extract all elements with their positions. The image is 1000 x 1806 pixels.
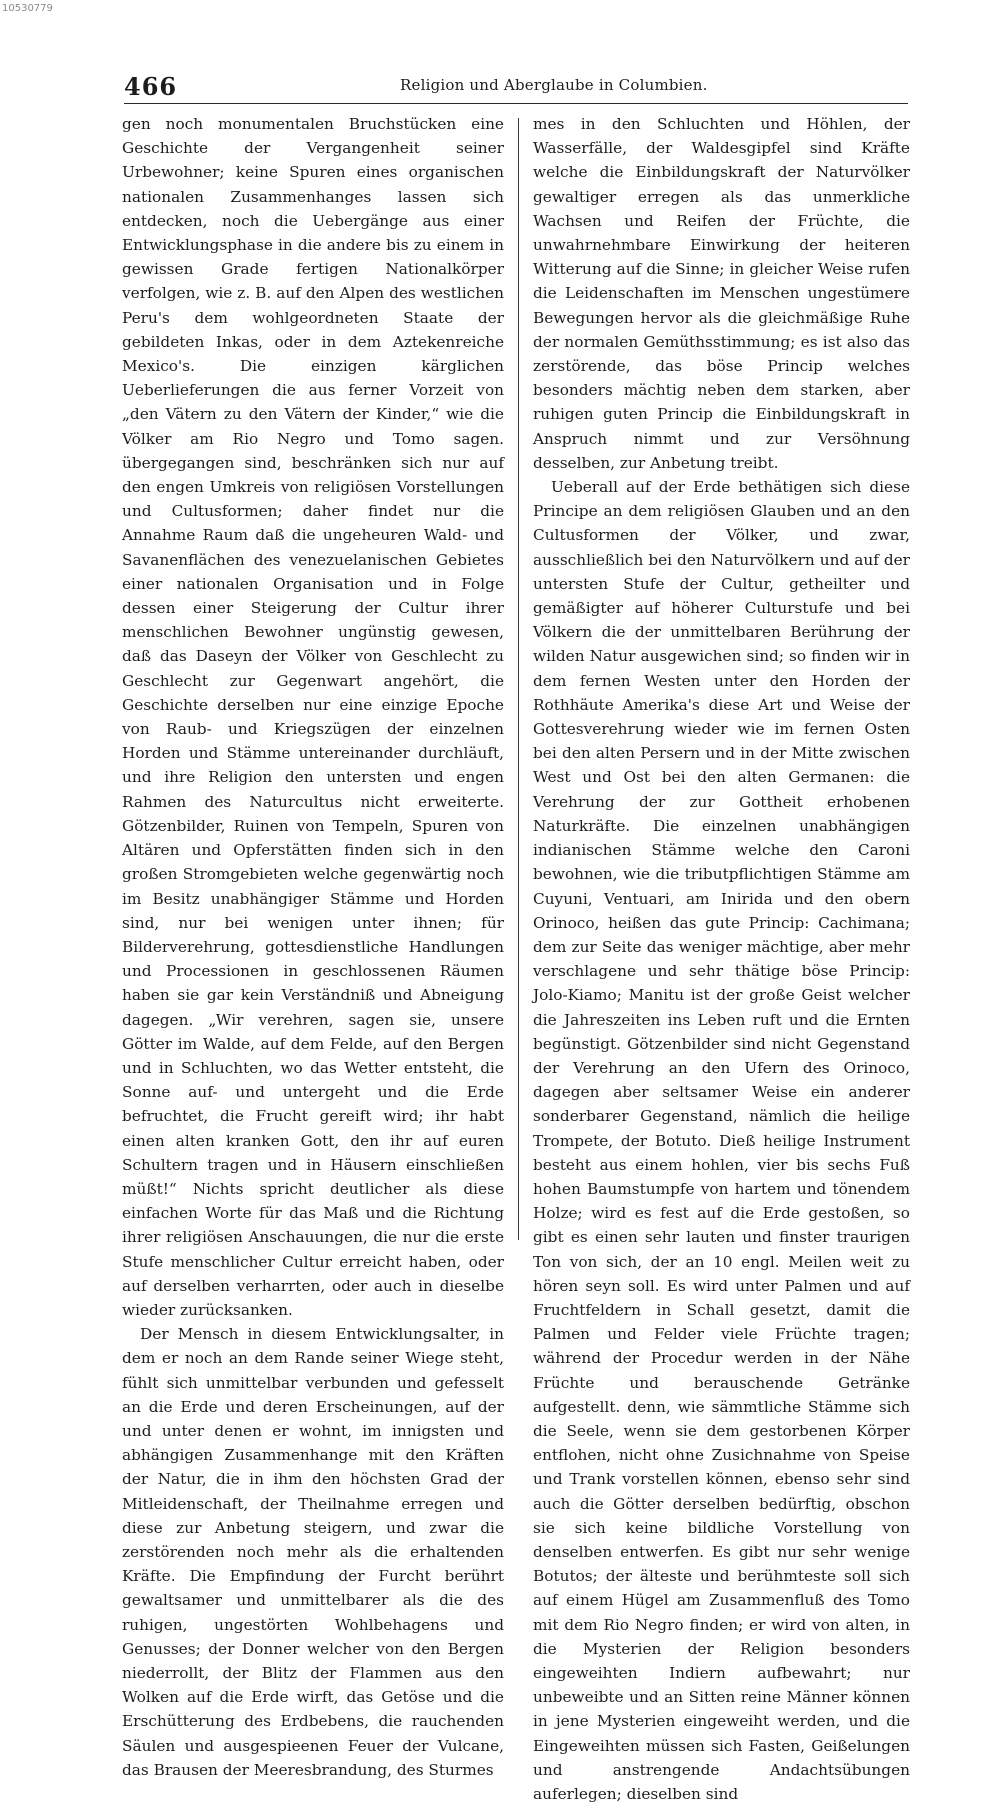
scan-id: 10530779 — [2, 3, 53, 14]
paragraph: gen noch monumentalen Bruchstücken eine Geschichte der Vergangenheit seiner Urbewohner; keine Spuren eines organischen nationalen Zusammenhanges lassen sich entdecken, noch die Uebergänge aus einer Entwicklungsphase in die andere bis zu einem in gewissen Grade fertigen Nationalkörper verfolgen, wie z. B. auf den Alpen des westlichen Peru's dem wohlgeordneten Staate der gebildeten Inkas, oder in dem Aztekenreiche Mexico's. Die einzigen kärglichen Ueberlieferungen die aus ferner Vorzeit von „den Vätern zu den Vätern der Kinder,“ wie die Völker am Rio Negro und Tomo sagen. übergegangen sind, beschränken sich nur auf den engen Umkreis von religiösen Vorstellungen und Cultusformen; daher findet nur die Annahme Raum daß die ungeheuren Wald- und Savanenflächen des venezuelanischen Gebietes einer nationalen Organisation und in Folge dessen einer Steigerung der Cultur ihrer menschlichen Bewohner ungünstig gewesen, daß das Daseyn der Völker von Geschlecht zu Geschlecht zur Gegenwart angehört, die Geschichte derselben nur eine einzige Epoche von Raub- und Kriegszügen der einzelnen Horden und Stämme untereinander durchläuft, und ihre Religion den untersten und engen Rahmen des Naturcultus nicht erweiterte. Götzenbilder, Ruinen von Tempeln, Spuren von Altären und Opferstätten finden sich in den großen Stromgebieten welche gegenwärtig noch im Besitz unabhängiger Stämme und Horden sind, nur bei wenigen unter ihnen; für Bilderverehrung, gottesdienstliche Handlungen und Processionen in geschlossenen Räumen haben sie gar kein Verständniß und Abneigung dagegen. „Wir verehren, sagen sie, unsere Götter im Walde, auf dem Felde, auf den Bergen und in Schluchten, wo das Wetter entsteht, die Sonne auf- und untergeht und die Erde befruchtet, die Frucht gereift wird; ihr habt einen alten kranken Gott, den ihr auf euren Schultern tragen und in Häusern einschließen müßt!“ Nichts spricht deutlicher als diese einfachen Worte für das Maß und die Richtung ihrer religiösen Anschauungen, die nur die erste Stufe menschlicher Cultur erreicht haben, oder auf derselben verharrten, oder auch in dieselbe wieder zurücksanken. — [122, 115, 504, 1319]
right-column — [533, 112, 910, 1804]
header-rule — [124, 103, 908, 104]
paragraph: mes in den Schluchten und Höhlen, der Wasserfälle, der Waldesgipfel sind Kräfte welche die Einbildungskraft der Naturvölker gewaltiger erregen als das unmerkliche Wachsen und Reifen der Früchte, die unwahrnehmbare Einwirkung der heiteren Witterung auf die Sinne; in gleicher Weise rufen die Leidenschaften im Menschen ungestümere Bewegungen hervor als die gleichmäßige Ruhe der normalen Gemüthsstimmung; es ist also das zerstörende, das böse Princip welches besonders mächtig neben dem starken, aber ruhigen guten Princip die Einbildungskraft in Anspruch nimmt und zur Versöhnung desselben, zur Anbetung treibt. — [533, 115, 910, 472]
left-column — [122, 112, 504, 1779]
paragraph: Ueberall auf der Erde bethätigen sich diese Principe an dem religiösen Glauben und an den Cultusformen der Völker, und zwar, ausschließlich bei den Naturvölkern und auf der untersten Stufe der Cultur, getheilter und gemäßigter auf höherer Culturstufe und bei Völkern die der unmittelbaren Berührung der wilden Natur ausgewichen sind; so finden wir in dem fernen Westen unter den Horden der Rothhäute Amerika's diese Art und Weise der Gottesverehrung wieder wie im fernen Osten bei den alten Persern und in der Mitte zwischen West und Ost bei den alten Germanen: die Verehrung der zur Gottheit erhobenen Naturkräfte. Die einzelnen unabhängigen indianischen Stämme welche den Caroni bewohnen, wie die tributpflichtigen Stämme am Cuyuni, Ventuari, am Inirida und den obern Orinoco, heißen das gute Princip: Cachimana; dem zur Seite das weniger mächtige, aber mehr verschlagene und sehr thätige böse Princip: Jolo-Kiamo; Manitu ist der große Geist welcher die Jahreszeiten ins Leben ruft und die Ernten begünstigt. Götzenbilder sind nicht Gegenstand der Verehrung an den Ufern des Orinoco, dagegen aber seltsamer Weise ein anderer sonderbarer Gegenstand, nämlich die heilige Trompete, der Botuto. Dieß heilige Instrument besteht aus einem hohlen, vier bis sechs Fuß hohen Baumstumpfe von hartem und tönendem Holze; wird es fest auf die Erde gestoßen, so gibt es einen sehr lauten und finster traurigen Ton von sich, der an 10 engl. Meilen weit zu hören seyn soll. Es wird unter Palmen und auf Fruchtfeldern in Schall gesetzt, damit die Palmen und Felder viele Früchte tragen; während der Procedur werden in der Nähe Früchte und berauschende Getränke aufgestellt. denn, wie sämmtliche Stämme sich die Seele, wenn sie dem gestorbenen Körper entflohen, nicht ohne Zusichnahme von Speise und Trank vorstellen können, ebenso sehr sind auch die Götter derselben bedürftig, obschon sie sich keine bildliche Vorstellung von denselben entwerfen. Es gibt nur sehr wenige Botutos; der älteste und berühmteste soll sich auf einem Hügel am Zusammenfluß des Tomo mit dem Rio Negro finden; er wird von alten, in die Mysterien der Religion besonders eingeweihten Indiern aufbewahrt; nur unbeweibte und an Sitten reine Männer können in jene Mysterien eingeweiht werden, und die Eingeweihten müssen sich Fasten, Geißelungen und anstrengende Andachtsübungen auferlegen; dieselben sind — [533, 478, 910, 1804]
page-number: 466 — [124, 72, 178, 101]
column-divider — [518, 118, 519, 1240]
running-title: Religion und Aberglaube in Columbien. — [400, 76, 708, 94]
paragraph: Der Mensch in diesem Entwicklungsalter, in dem er noch an dem Rande seiner Wiege steht, fühlt sich unmittelbar verbunden und gefesselt an die Erde und deren Erscheinungen, auf der und unter denen er wohnt, im innigsten und abhängigen Zusammenhange mit den Kräften der Natur, die in ihm den höchsten Grad der Mitleidenschaft, der Theilnahme erregen und diese zur Anbetung steigern, und zwar die zerstörenden noch mehr als die erhaltenden Kräfte. Die Empfindung der Furcht berührt gewaltsamer und unmittelbarer als die des ruhigen, ungestörten Wohlbehagens und Genusses; der Donner welcher von den Bergen niederrollt, der Blitz der Flammen aus den Wolken auf die Erde wirft, das Getöse und die Erschütterung des Erdbebens, die rauchenden Säulen und ausgespieenen Feuer der Vulcane, das Brausen der Meeresbrandung, des Sturmes — [122, 1325, 504, 1779]
